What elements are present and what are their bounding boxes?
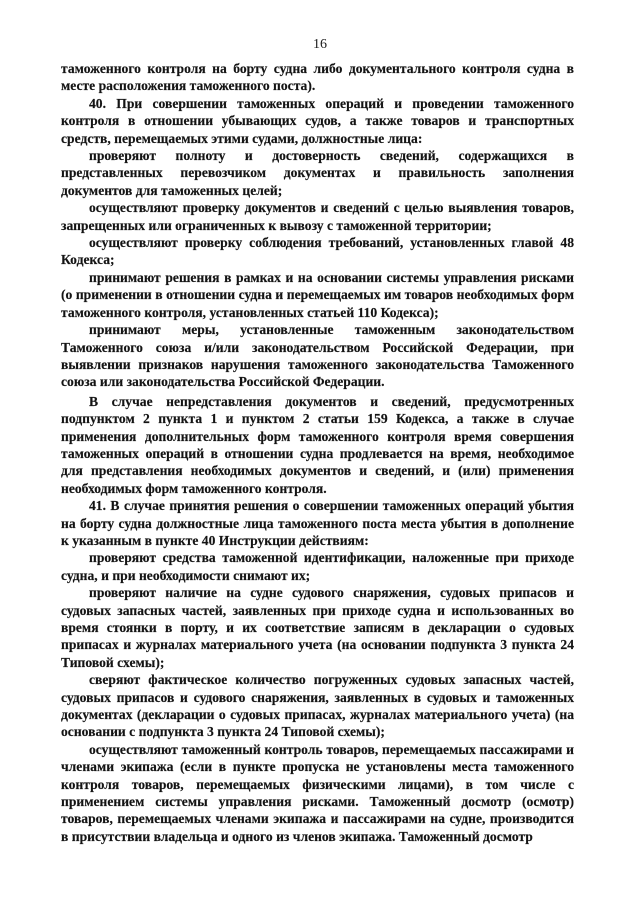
paragraph-check-documents: осуществляют проверку документов и сведений с целью выявления товаров, запрещенных или ограниченных к вывозу с таможенной территории; xyxy=(61,200,574,233)
page-number: 16 xyxy=(313,37,327,52)
paragraph-check-ship-stores: проверяют наличие на судне судового снаряжения, судовых припасов и судовых запасных частей, заявленных при приходе судна и использованных во время стоянки в порту, и их соответствие записям в декларации о судовых припасах и журналах материального учета (на основании подпункта 3 пункта 24 Типовой схемы); xyxy=(61,585,574,670)
document-body xyxy=(61,60,574,845)
paragraph-check-completeness: проверяют полноту и достоверность сведений, содержащихся в представленных перевозчиком документах и правильность заполнения документов для таможенных целей; xyxy=(61,148,574,198)
paragraph-take-measures: принимают меры, установленные таможенным законодательством Таможенного союза и/или законодательством Российской Федерации, при выявлении признаков нарушения таможенного законодательства Таможенного союза или законодательства Российской Федерации. xyxy=(61,322,574,390)
paragraph-non-submission: В случае непредставления документов и сведений, предусмотренных подпунктом 2 пункта 1 и пунктом 2 статьи 159 Кодекса, а также в случае применения дополнительных форм таможенного контроля время совершения таможенных операций в отношении судна продлевается на время, необходимое для представления необходимых документов и сведений, и (или) применения необходимых форм таможенного контроля. xyxy=(61,393,574,496)
paragraph-item-40: 40. При совершении таможенных операций и проведении таможенного контроля в отношении убывающих судов, а также товаров и транспортных средств, перемещаемых этими судами, должностные лица: xyxy=(61,95,574,146)
paragraph-check-chapter-48: осуществляют проверку соблюдения требований, установленных главой 48 Кодекса; xyxy=(61,235,574,268)
paragraph-continuation: таможенного контроля на борту судна либо документального контроля судна в месте расположения таможенного поста). xyxy=(61,61,574,94)
paragraph-customs-control-passengers: осуществляют таможенный контроль товаров, перемещаемых пассажирами и членами экипажа (если в пункте пропуска не установлены места таможенного контроля товаров, перемещаемых физическими лицами), в том числе с применением системы управления рисками. Таможенный досмотр (осмотр) товаров, перемещаемых членами экипажа и пассажирами на судне, производится в присутствии владельца и одного из членов экипажа. Таможенный досмотр xyxy=(61,741,574,844)
paragraph-check-seals: проверяют средства таможенной идентификации, наложенные при приходе судна, и при необходимости снимают их; xyxy=(61,550,574,583)
paragraph-risk-management: принимают решения в рамках и на основании системы управления рисками (о применении в отношении судна и перемещаемых им товаров необходимых форм таможенного контроля, установленных статьей 110 Кодекса); xyxy=(61,269,574,320)
paragraph-reconcile-quantity: сверяют фактическое количество погруженных судовых запасных частей, судовых припасов и судового снаряжения, заявленных в судовых и таможенных документах (декларации о судовых припасах, журналах материального учета) (на основании с подпункта 3 пункта 24 Типовой схемы); xyxy=(61,672,574,740)
paragraph-item-41: 41. В случае принятия решения о совершении таможенных операций убытия на борту судна должностные лица таможенного поста места убытия в дополнение к указанным в пункте 40 Инструкции действиям: xyxy=(61,498,574,548)
